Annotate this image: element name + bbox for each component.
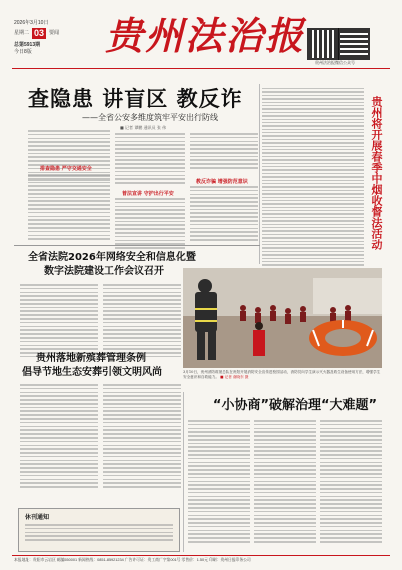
photo-credit: ■ 记者 谢晓东 摄 [220,375,249,379]
court-story-title-1: 全省法院2026年网络安全和信息化暨 [28,252,196,263]
qr-caption: 贵州法治报微信公众号 [315,60,355,65]
masthead [0,0,402,75]
notice-box [18,508,180,552]
divider-upper [14,245,260,246]
qr-code [307,28,339,60]
footer-rule [12,555,390,556]
funeral-story-col-2 [103,384,181,490]
lead-body-col-2 [115,133,185,186]
photo-caption [183,370,382,380]
section-name: 要闻 [49,30,60,36]
lead-subtitle: ——全省公安多维度筑牢平安出行防线 [82,113,218,122]
funeral-story-col-1 [20,384,98,490]
lead-body-col-3 [190,133,258,171]
lead-headline: 查隐患 讲盲区 教反诈 [28,87,243,111]
feature-col-1 [188,420,250,545]
divider-lower-vertical [183,392,184,552]
lead-subhead-3: 教反诈骗 增强防范意识 [196,179,248,185]
lead-body-col-3b [190,186,258,243]
lead-byline: ■ 记者 谭鹏 通讯员 张 伟 [120,125,167,130]
right-feature-title: 贵州将开展春季中烟收督法活动 [370,96,383,250]
weekday: 星期二 [14,30,30,36]
photo-caption-text: 3月10日，贵州消防救援总队在贵阳开展消防安全宣传进校园活动，消防员向学生演示灭火器及救生设备使用方法，增强学生安全意识和自救能力。 [183,370,381,379]
page-count: 今日8版 [14,49,32,55]
right-feature-body-1 [262,88,364,285]
qr-code-2 [338,28,370,60]
feature-col-2 [254,420,316,545]
fire-drill-photo [183,268,382,368]
feature-story-title: “小协商”破解治理“大难题” [212,398,378,413]
masthead-rule [12,68,390,69]
lead-body-col-1b [28,174,110,242]
divider-right [259,84,260,264]
issue-date: 2026年3月10日 [14,20,49,26]
footer-text: 本报地址：贵阳市云岩区 邮编550001 新闻热线：0851-85921234 广告许可证：贵工商广字第001号 零售价：1.50元 印刷：贵州日报印务公司 [14,558,251,562]
page-number: 03 [34,28,45,38]
lead-body-col-2b [115,198,185,251]
issue-number: 总第5913期 [14,42,41,48]
feature-col-3 [320,420,382,545]
funeral-story-title-1: 贵州落地新殡葬管理条例 [36,353,146,364]
date-block [14,20,84,56]
notice-body [25,524,173,541]
lead-subhead-2: 普法宣讲 守护出行平安 [122,191,174,197]
lead-subhead-1: 排查隐患 严守交通安全 [40,166,92,172]
masthead-title: 贵州法治报 [104,13,305,58]
photo-scene [183,268,382,368]
court-story-col-2 [103,284,181,360]
notice-title: 休刊通知 [25,514,50,521]
court-story-title-2: 数字法院建设工作会议召开 [44,266,164,277]
court-story-col-1 [20,284,98,360]
funeral-story-title-2: 倡导节地生态安葬引领文明风尚 [22,367,162,378]
